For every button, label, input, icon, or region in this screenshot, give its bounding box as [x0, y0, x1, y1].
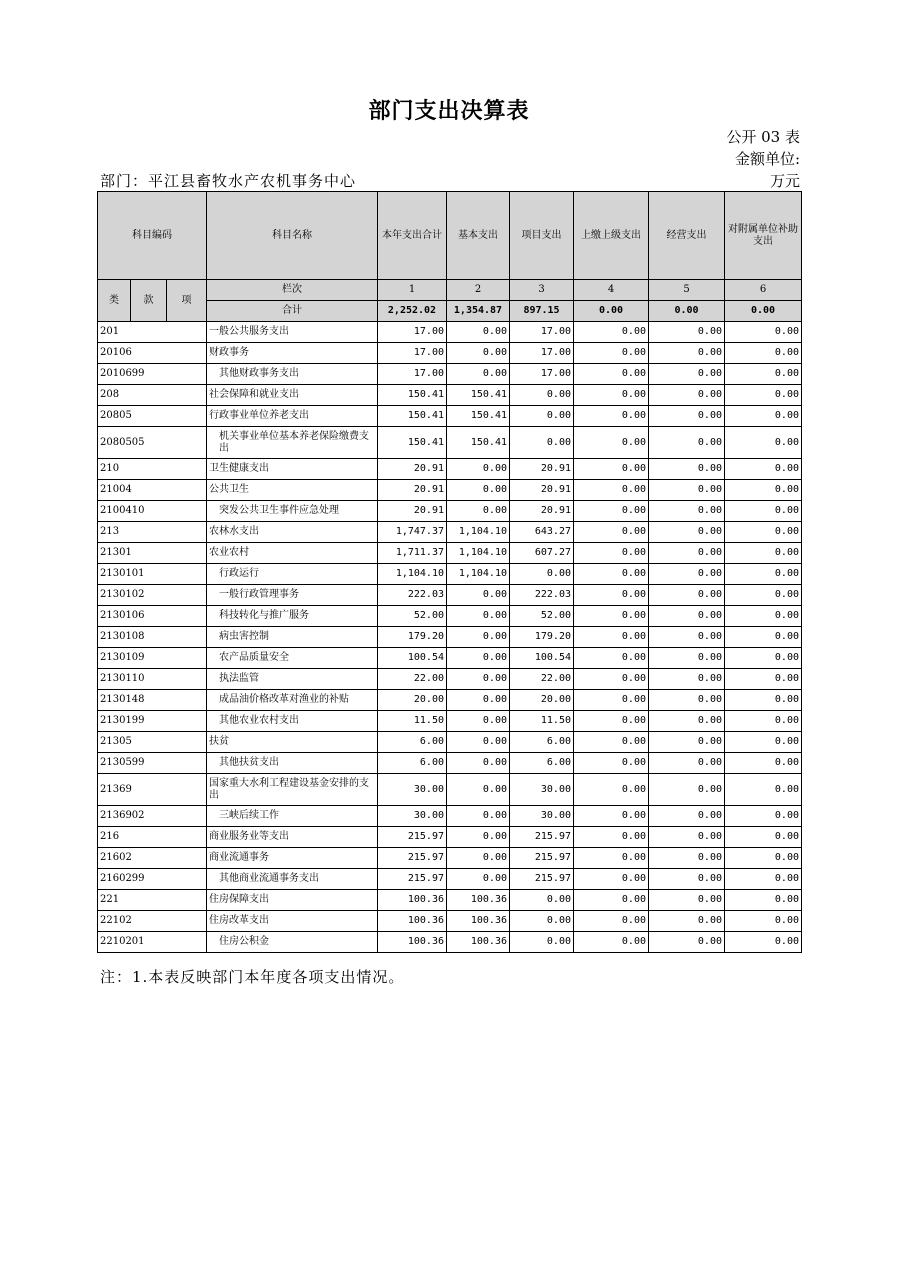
row-name: 突发公共卫生事件应急处理 — [207, 501, 378, 522]
row-value: 1,104.10 — [447, 564, 510, 585]
table-row — [98, 848, 802, 869]
row-value: 0.00 — [725, 848, 802, 869]
table-row — [98, 711, 802, 732]
row-value: 0.00 — [447, 501, 510, 522]
table-row — [98, 406, 802, 427]
row-value: 215.97 — [510, 848, 574, 869]
row-value: 0.00 — [447, 343, 510, 364]
row-value: 0.00 — [725, 690, 802, 711]
row-code: 2130110 — [98, 669, 207, 690]
row-value: 0.00 — [447, 753, 510, 774]
row-value: 0.00 — [510, 564, 574, 585]
row-value: 30.00 — [378, 774, 447, 806]
row-value: 0.00 — [574, 869, 649, 890]
row-code: 20805 — [98, 406, 207, 427]
row-value: 0.00 — [447, 606, 510, 627]
table-row — [98, 669, 802, 690]
row-value: 0.00 — [574, 364, 649, 385]
col-number-4: 4 — [574, 280, 649, 301]
row-value: 0.00 — [649, 343, 725, 364]
row-value: 607.27 — [510, 543, 574, 564]
row-value: 150.41 — [378, 385, 447, 406]
row-name: 农林水支出 — [207, 522, 378, 543]
row-value: 0.00 — [574, 459, 649, 480]
row-value: 20.00 — [378, 690, 447, 711]
row-value: 0.00 — [725, 669, 802, 690]
total-value: 2,252.02 — [378, 301, 447, 322]
row-value: 0.00 — [649, 385, 725, 406]
row-name: 成品油价格改革对渔业的补贴 — [207, 690, 378, 711]
row-value: 0.00 — [649, 364, 725, 385]
row-value: 0.00 — [574, 543, 649, 564]
row-name: 公共卫生 — [207, 480, 378, 501]
row-value: 100.36 — [447, 932, 510, 953]
row-code: 20106 — [98, 343, 207, 364]
col-number-1: 1 — [378, 280, 447, 301]
row-value: 30.00 — [378, 806, 447, 827]
table-row — [98, 911, 802, 932]
row-value: 0.00 — [725, 869, 802, 890]
row-value: 0.00 — [447, 869, 510, 890]
row-code: 2130148 — [98, 690, 207, 711]
header-basic-expense: 基本支出 — [447, 192, 510, 280]
row-value: 20.91 — [510, 459, 574, 480]
row-value: 0.00 — [574, 711, 649, 732]
row-value: 222.03 — [378, 585, 447, 606]
row-value: 0.00 — [574, 890, 649, 911]
row-name: 其他农业农村支出 — [207, 711, 378, 732]
row-value: 11.50 — [378, 711, 447, 732]
row-value: 17.00 — [378, 322, 447, 343]
row-name: 其他商业流通事务支出 — [207, 869, 378, 890]
row-value: 0.00 — [725, 322, 802, 343]
unit-value: 万元 — [769, 172, 800, 190]
row-value: 17.00 — [510, 322, 574, 343]
row-value: 0.00 — [649, 827, 725, 848]
row-name: 商业服务业等支出 — [207, 827, 378, 848]
row-value: 0.00 — [725, 753, 802, 774]
row-value: 0.00 — [725, 364, 802, 385]
row-value: 0.00 — [649, 627, 725, 648]
row-name: 农产品质量安全 — [207, 648, 378, 669]
row-code: 210 — [98, 459, 207, 480]
row-code: 2210201 — [98, 932, 207, 953]
row-code: 21369 — [98, 774, 207, 806]
table-row — [98, 522, 802, 543]
row-value: 0.00 — [649, 669, 725, 690]
row-value: 0.00 — [447, 364, 510, 385]
row-value: 100.54 — [378, 648, 447, 669]
row-code: 2136902 — [98, 806, 207, 827]
table-row — [98, 343, 802, 364]
row-value: 20.91 — [378, 459, 447, 480]
row-value: 0.00 — [510, 932, 574, 953]
row-value: 215.97 — [378, 869, 447, 890]
row-name: 三峡后续工作 — [207, 806, 378, 827]
row-value: 0.00 — [725, 501, 802, 522]
table-row — [98, 774, 802, 806]
table-row — [98, 427, 802, 459]
row-value: 1,104.10 — [447, 543, 510, 564]
header-name: 科目名称 — [207, 192, 378, 280]
header-code: 科目编码 — [98, 192, 207, 280]
header-xiang: 项 — [167, 280, 207, 322]
row-value: 0.00 — [447, 806, 510, 827]
row-code: 2130199 — [98, 711, 207, 732]
total-value: 1,354.87 — [447, 301, 510, 322]
row-value: 0.00 — [649, 753, 725, 774]
row-value: 215.97 — [378, 827, 447, 848]
row-value: 0.00 — [649, 322, 725, 343]
row-value: 52.00 — [378, 606, 447, 627]
table-row — [98, 501, 802, 522]
row-value: 100.36 — [447, 890, 510, 911]
row-value: 0.00 — [447, 827, 510, 848]
row-value: 0.00 — [649, 564, 725, 585]
row-code: 2130108 — [98, 627, 207, 648]
row-value: 100.36 — [378, 932, 447, 953]
table-row — [98, 585, 802, 606]
row-code: 2130101 — [98, 564, 207, 585]
row-name: 病虫害控制 — [207, 627, 378, 648]
row-value: 0.00 — [574, 343, 649, 364]
row-value: 179.20 — [378, 627, 447, 648]
total-value: 897.15 — [510, 301, 574, 322]
header-kuan: 款 — [131, 280, 167, 322]
row-value: 0.00 — [574, 585, 649, 606]
table-row — [98, 932, 802, 953]
row-value: 0.00 — [510, 385, 574, 406]
table-row — [98, 322, 802, 343]
row-value: 0.00 — [510, 427, 574, 459]
row-value: 0.00 — [447, 585, 510, 606]
col-number-3: 3 — [510, 280, 574, 301]
row-value: 0.00 — [574, 732, 649, 753]
row-value: 215.97 — [510, 827, 574, 848]
row-value: 0.00 — [725, 427, 802, 459]
row-value: 0.00 — [574, 385, 649, 406]
row-value: 20.00 — [510, 690, 574, 711]
row-value: 22.00 — [510, 669, 574, 690]
row-value: 0.00 — [725, 711, 802, 732]
row-value: 0.00 — [574, 480, 649, 501]
row-name: 国家重大水利工程建设基金安排的支出 — [207, 774, 378, 806]
row-value: 0.00 — [725, 932, 802, 953]
row-value: 0.00 — [510, 911, 574, 932]
table-row — [98, 459, 802, 480]
row-value: 30.00 — [510, 806, 574, 827]
row-value: 643.27 — [510, 522, 574, 543]
row-value: 0.00 — [574, 427, 649, 459]
row-value: 0.00 — [725, 406, 802, 427]
row-name: 一般行政管理事务 — [207, 585, 378, 606]
row-value: 0.00 — [447, 774, 510, 806]
row-code: 2130102 — [98, 585, 207, 606]
table-row — [98, 890, 802, 911]
row-value: 0.00 — [447, 732, 510, 753]
row-value: 0.00 — [649, 648, 725, 669]
row-value: 0.00 — [725, 480, 802, 501]
row-value: 1,747.37 — [378, 522, 447, 543]
row-value: 20.91 — [510, 501, 574, 522]
row-value: 0.00 — [574, 322, 649, 343]
row-value: 0.00 — [725, 648, 802, 669]
header-subsidiary-subsidy: 对附属单位补助支出 — [725, 192, 802, 280]
header-operating-expense: 经营支出 — [649, 192, 725, 280]
row-value: 0.00 — [649, 711, 725, 732]
row-value: 0.00 — [725, 732, 802, 753]
row-value: 0.00 — [649, 932, 725, 953]
row-code: 21301 — [98, 543, 207, 564]
row-name: 科技转化与推广服务 — [207, 606, 378, 627]
row-value: 0.00 — [649, 459, 725, 480]
col-number-2: 2 — [447, 280, 510, 301]
row-value: 6.00 — [378, 732, 447, 753]
row-value: 20.91 — [378, 501, 447, 522]
row-code: 208 — [98, 385, 207, 406]
row-name: 住房保障支出 — [207, 890, 378, 911]
row-value: 0.00 — [574, 648, 649, 669]
row-value: 100.54 — [510, 648, 574, 669]
row-value: 0.00 — [447, 648, 510, 669]
row-value: 0.00 — [725, 806, 802, 827]
row-value: 0.00 — [649, 522, 725, 543]
row-value: 0.00 — [574, 606, 649, 627]
col-number-5: 5 — [649, 280, 725, 301]
row-value: 0.00 — [447, 848, 510, 869]
table-row — [98, 753, 802, 774]
table-row — [98, 869, 802, 890]
row-value: 0.00 — [725, 827, 802, 848]
row-value: 0.00 — [649, 427, 725, 459]
row-value: 0.00 — [574, 806, 649, 827]
row-code: 2130106 — [98, 606, 207, 627]
row-value: 17.00 — [510, 343, 574, 364]
row-code: 21004 — [98, 480, 207, 501]
row-code: 2010699 — [98, 364, 207, 385]
table-row — [98, 385, 802, 406]
row-code: 216 — [98, 827, 207, 848]
row-name: 行政运行 — [207, 564, 378, 585]
row-value: 179.20 — [510, 627, 574, 648]
row-value: 150.41 — [447, 406, 510, 427]
row-code: 2130599 — [98, 753, 207, 774]
page-title: 部门支出决算表 — [368, 98, 530, 124]
header-total-expense: 本年支出合计 — [378, 192, 447, 280]
row-value: 17.00 — [378, 364, 447, 385]
row-value: 0.00 — [574, 669, 649, 690]
unit-label: 金额单位: — [734, 150, 800, 168]
row-code: 2160299 — [98, 869, 207, 890]
table-row — [98, 480, 802, 501]
table-row — [98, 606, 802, 627]
row-value: 0.00 — [649, 869, 725, 890]
table-row — [98, 806, 802, 827]
row-value: 0.00 — [574, 564, 649, 585]
row-value: 1,104.10 — [378, 564, 447, 585]
row-value: 0.00 — [447, 711, 510, 732]
row-value: 0.00 — [447, 459, 510, 480]
row-value: 0.00 — [725, 343, 802, 364]
row-code: 213 — [98, 522, 207, 543]
row-value: 0.00 — [447, 690, 510, 711]
row-value: 0.00 — [649, 774, 725, 806]
row-value: 0.00 — [725, 774, 802, 806]
row-value: 150.41 — [447, 385, 510, 406]
row-code: 21305 — [98, 732, 207, 753]
row-value: 17.00 — [510, 364, 574, 385]
row-value: 52.00 — [510, 606, 574, 627]
row-code: 221 — [98, 890, 207, 911]
row-value: 0.00 — [649, 480, 725, 501]
row-value: 30.00 — [510, 774, 574, 806]
row-value: 222.03 — [510, 585, 574, 606]
total-value: 0.00 — [649, 301, 725, 322]
row-value: 0.00 — [574, 753, 649, 774]
row-value: 11.50 — [510, 711, 574, 732]
row-value: 150.41 — [378, 427, 447, 459]
total-label: 合计 — [207, 301, 378, 322]
table-row — [98, 564, 802, 585]
row-value: 6.00 — [510, 753, 574, 774]
row-value: 0.00 — [447, 669, 510, 690]
row-value: 0.00 — [574, 501, 649, 522]
row-value: 0.00 — [649, 806, 725, 827]
row-name: 扶贫 — [207, 732, 378, 753]
row-value: 17.00 — [378, 343, 447, 364]
table-row — [98, 648, 802, 669]
row-name: 行政事业单位养老支出 — [207, 406, 378, 427]
row-value: 0.00 — [574, 827, 649, 848]
row-value: 0.00 — [574, 774, 649, 806]
table-row — [98, 690, 802, 711]
row-value: 0.00 — [510, 890, 574, 911]
total-value: 0.00 — [574, 301, 649, 322]
table-row — [98, 827, 802, 848]
row-value: 6.00 — [378, 753, 447, 774]
row-value: 0.00 — [649, 848, 725, 869]
header-lanci: 栏次 — [207, 280, 378, 301]
row-value: 0.00 — [574, 932, 649, 953]
footnote: 注：1.本表反映部门本年度各项支出情况。 — [100, 968, 405, 986]
row-name: 住房改革支出 — [207, 911, 378, 932]
header-upper-remit: 上缴上级支出 — [574, 192, 649, 280]
col-number-6: 6 — [725, 280, 802, 301]
row-value: 0.00 — [574, 406, 649, 427]
row-value: 0.00 — [649, 406, 725, 427]
row-name: 住房公积金 — [207, 932, 378, 953]
row-value: 6.00 — [510, 732, 574, 753]
row-value: 0.00 — [574, 690, 649, 711]
table-row — [98, 732, 802, 753]
row-value: 0.00 — [649, 911, 725, 932]
row-name: 社会保障和就业支出 — [207, 385, 378, 406]
row-code: 2100410 — [98, 501, 207, 522]
row-value: 0.00 — [574, 627, 649, 648]
total-value: 0.00 — [725, 301, 802, 322]
table-number: 公开 03 表 — [726, 128, 800, 146]
row-value: 0.00 — [725, 911, 802, 932]
table-row — [98, 364, 802, 385]
row-code: 21602 — [98, 848, 207, 869]
row-value: 0.00 — [725, 606, 802, 627]
row-value: 100.36 — [378, 911, 447, 932]
header-lei: 类 — [98, 280, 131, 322]
row-value: 0.00 — [510, 406, 574, 427]
row-value: 0.00 — [649, 543, 725, 564]
row-value: 0.00 — [447, 480, 510, 501]
row-value: 150.41 — [378, 406, 447, 427]
row-value: 20.91 — [378, 480, 447, 501]
row-name: 其他财政事务支出 — [207, 364, 378, 385]
row-code: 22102 — [98, 911, 207, 932]
row-value: 1,711.37 — [378, 543, 447, 564]
row-name: 商业流通事务 — [207, 848, 378, 869]
table-row — [98, 627, 802, 648]
row-value: 0.00 — [649, 501, 725, 522]
row-code: 201 — [98, 322, 207, 343]
row-value: 0.00 — [649, 585, 725, 606]
row-name: 农业农村 — [207, 543, 378, 564]
row-value: 150.41 — [447, 427, 510, 459]
row-value: 0.00 — [447, 322, 510, 343]
row-name: 一般公共服务支出 — [207, 322, 378, 343]
department-name: 部门：平江县畜牧水产农机事务中心 — [100, 172, 357, 190]
row-value: 0.00 — [649, 690, 725, 711]
row-code: 2080505 — [98, 427, 207, 459]
row-value: 0.00 — [725, 459, 802, 480]
row-value: 0.00 — [725, 627, 802, 648]
row-value: 215.97 — [510, 869, 574, 890]
row-value: 0.00 — [725, 890, 802, 911]
row-name: 机关事业单位基本养老保险缴费支出 — [207, 427, 378, 459]
row-value: 0.00 — [574, 522, 649, 543]
header-project-expense: 项目支出 — [510, 192, 574, 280]
expenditure-table — [97, 191, 802, 953]
row-value: 1,104.10 — [447, 522, 510, 543]
row-value: 0.00 — [725, 385, 802, 406]
row-value: 0.00 — [649, 606, 725, 627]
row-value: 100.36 — [447, 911, 510, 932]
row-name: 财政事务 — [207, 343, 378, 364]
row-value: 0.00 — [725, 522, 802, 543]
row-value: 22.00 — [378, 669, 447, 690]
row-value: 0.00 — [574, 848, 649, 869]
row-name: 执法监管 — [207, 669, 378, 690]
row-code: 2130109 — [98, 648, 207, 669]
row-name: 其他扶贫支出 — [207, 753, 378, 774]
row-value: 0.00 — [447, 627, 510, 648]
row-value: 0.00 — [725, 564, 802, 585]
row-value: 100.36 — [378, 890, 447, 911]
row-value: 0.00 — [574, 911, 649, 932]
row-value: 0.00 — [649, 890, 725, 911]
row-value: 0.00 — [649, 732, 725, 753]
row-value: 215.97 — [378, 848, 447, 869]
row-value: 0.00 — [725, 585, 802, 606]
table-row — [98, 543, 802, 564]
row-value: 0.00 — [725, 543, 802, 564]
row-value: 20.91 — [510, 480, 574, 501]
row-name: 卫生健康支出 — [207, 459, 378, 480]
